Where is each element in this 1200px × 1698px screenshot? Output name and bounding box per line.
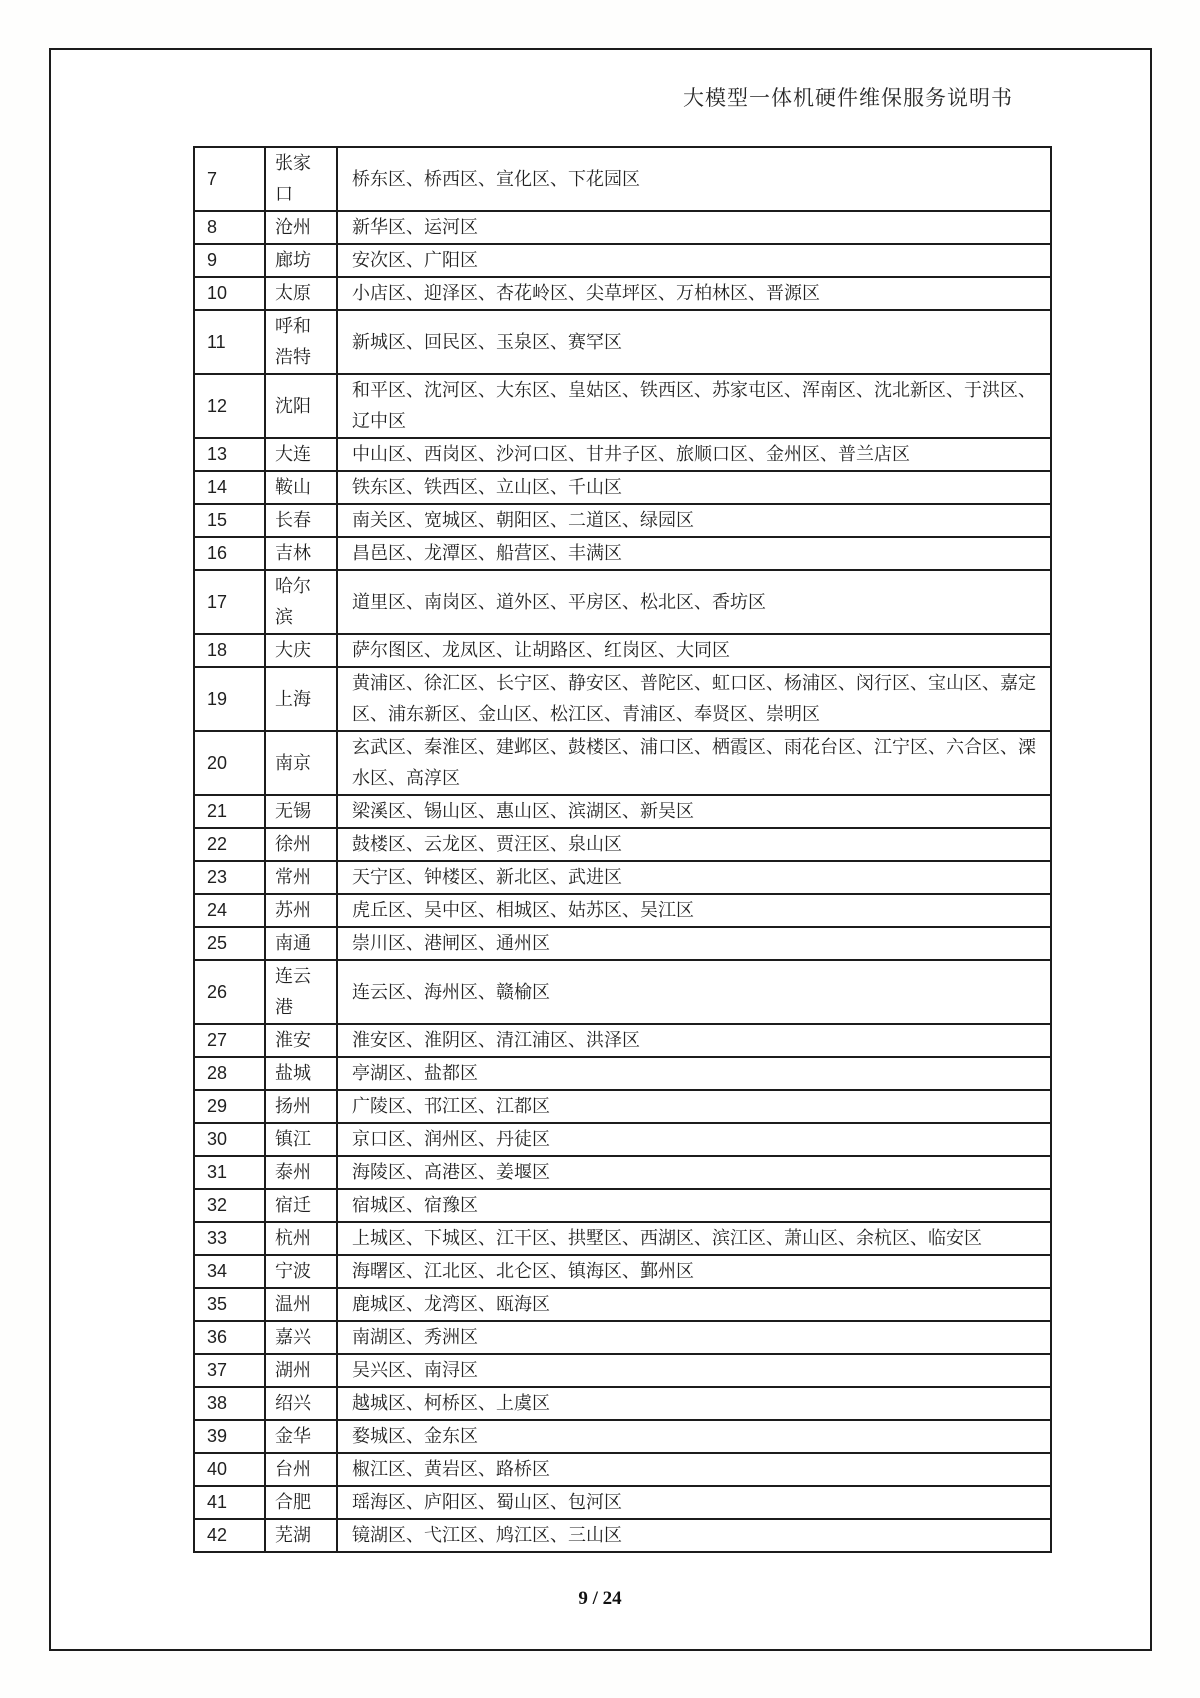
table-row <box>194 1321 1051 1354</box>
document-header-title: 大模型一体机硬件维保服务说明书 <box>683 86 1013 110</box>
row-number-cell: 28 <box>194 1057 265 1090</box>
row-number-cell: 12 <box>194 374 265 438</box>
city-cell: 大连 <box>265 438 337 471</box>
row-number-cell: 21 <box>194 795 265 828</box>
city-cell: 无锡 <box>265 795 337 828</box>
districts-cell: 鼓楼区、云龙区、贾汪区、泉山区 <box>337 828 1051 861</box>
row-number-cell: 26 <box>194 960 265 1024</box>
city-cell: 沈阳 <box>265 374 337 438</box>
table-row <box>194 504 1051 537</box>
districts-cell: 京口区、润州区、丹徒区 <box>337 1123 1051 1156</box>
table-row <box>194 374 1051 438</box>
row-number-cell: 14 <box>194 471 265 504</box>
districts-cell: 南关区、宽城区、朝阳区、二道区、绿园区 <box>337 504 1051 537</box>
city-cell: 杭州 <box>265 1222 337 1255</box>
row-number-cell: 24 <box>194 894 265 927</box>
districts-cell: 梁溪区、锡山区、惠山区、滨湖区、新吴区 <box>337 795 1051 828</box>
city-cell: 廊坊 <box>265 244 337 277</box>
city-cell: 金华 <box>265 1420 337 1453</box>
table-row <box>194 310 1051 374</box>
table-row <box>194 471 1051 504</box>
city-cell: 合肥 <box>265 1486 337 1519</box>
row-number-cell: 25 <box>194 927 265 960</box>
districts-cell: 吴兴区、南浔区 <box>337 1354 1051 1387</box>
city-cell: 哈尔滨 <box>265 570 337 634</box>
row-number-cell: 7 <box>194 147 265 211</box>
row-number-cell: 22 <box>194 828 265 861</box>
city-districts-table-body <box>194 147 1051 1552</box>
table-row <box>194 960 1051 1024</box>
row-number-cell: 42 <box>194 1519 265 1552</box>
table-row <box>194 1387 1051 1420</box>
districts-cell: 亭湖区、盐都区 <box>337 1057 1051 1090</box>
city-cell: 太原 <box>265 277 337 310</box>
row-number-cell: 15 <box>194 504 265 537</box>
row-number-cell: 8 <box>194 211 265 244</box>
page-number: 9 / 24 <box>578 1588 622 1609</box>
row-number-cell: 11 <box>194 310 265 374</box>
districts-cell: 和平区、沈河区、大东区、皇姑区、铁西区、苏家屯区、浑南区、沈北新区、于洪区、辽中区 <box>337 374 1051 438</box>
row-number-cell: 32 <box>194 1189 265 1222</box>
row-number-cell: 23 <box>194 861 265 894</box>
table-row <box>194 894 1051 927</box>
city-cell: 上海 <box>265 667 337 731</box>
city-cell: 徐州 <box>265 828 337 861</box>
table-row <box>194 438 1051 471</box>
table-row <box>194 1519 1051 1552</box>
table-row <box>194 1486 1051 1519</box>
districts-cell: 小店区、迎泽区、杏花岭区、尖草坪区、万柏林区、晋源区 <box>337 277 1051 310</box>
city-cell: 连云港 <box>265 960 337 1024</box>
row-number-cell: 39 <box>194 1420 265 1453</box>
city-cell: 张家口 <box>265 147 337 211</box>
city-cell: 呼和浩特 <box>265 310 337 374</box>
row-number-cell: 27 <box>194 1024 265 1057</box>
table-row <box>194 570 1051 634</box>
city-cell: 苏州 <box>265 894 337 927</box>
table-row <box>194 1090 1051 1123</box>
row-number-cell: 37 <box>194 1354 265 1387</box>
city-cell: 鞍山 <box>265 471 337 504</box>
districts-cell: 铁东区、铁西区、立山区、千山区 <box>337 471 1051 504</box>
districts-cell: 椒江区、黄岩区、路桥区 <box>337 1453 1051 1486</box>
districts-cell: 南湖区、秀洲区 <box>337 1321 1051 1354</box>
districts-cell: 广陵区、邗江区、江都区 <box>337 1090 1051 1123</box>
table-row <box>194 244 1051 277</box>
row-number-cell: 33 <box>194 1222 265 1255</box>
districts-cell: 萨尔图区、龙凤区、让胡路区、红岗区、大同区 <box>337 634 1051 667</box>
districts-cell: 瑶海区、庐阳区、蜀山区、包河区 <box>337 1486 1051 1519</box>
table-row <box>194 861 1051 894</box>
table-row <box>194 634 1051 667</box>
districts-cell: 中山区、西岗区、沙河口区、甘井子区、旅顺口区、金州区、普兰店区 <box>337 438 1051 471</box>
city-cell: 温州 <box>265 1288 337 1321</box>
city-cell: 泰州 <box>265 1156 337 1189</box>
row-number-cell: 35 <box>194 1288 265 1321</box>
districts-cell: 淮安区、淮阴区、清江浦区、洪泽区 <box>337 1024 1051 1057</box>
districts-cell: 新华区、运河区 <box>337 211 1051 244</box>
city-cell: 嘉兴 <box>265 1321 337 1354</box>
districts-cell: 崇川区、港闸区、通州区 <box>337 927 1051 960</box>
districts-cell: 昌邑区、龙潭区、船营区、丰满区 <box>337 537 1051 570</box>
row-number-cell: 40 <box>194 1453 265 1486</box>
city-cell: 宁波 <box>265 1255 337 1288</box>
row-number-cell: 29 <box>194 1090 265 1123</box>
row-number-cell: 9 <box>194 244 265 277</box>
table-row <box>194 828 1051 861</box>
table-row <box>194 1156 1051 1189</box>
row-number-cell: 10 <box>194 277 265 310</box>
row-number-cell: 18 <box>194 634 265 667</box>
city-districts-table <box>193 146 1052 1553</box>
districts-cell: 桥东区、桥西区、宣化区、下花园区 <box>337 147 1051 211</box>
table-row <box>194 277 1051 310</box>
row-number-cell: 13 <box>194 438 265 471</box>
row-number-cell: 30 <box>194 1123 265 1156</box>
table-row <box>194 211 1051 244</box>
city-cell: 扬州 <box>265 1090 337 1123</box>
city-cell: 盐城 <box>265 1057 337 1090</box>
districts-cell: 安次区、广阳区 <box>337 244 1051 277</box>
table-row <box>194 1354 1051 1387</box>
districts-cell: 宿城区、宿豫区 <box>337 1189 1051 1222</box>
table-row <box>194 1222 1051 1255</box>
row-number-cell: 36 <box>194 1321 265 1354</box>
city-cell: 吉林 <box>265 537 337 570</box>
districts-cell: 婺城区、金东区 <box>337 1420 1051 1453</box>
table-row <box>194 147 1051 211</box>
table-row <box>194 1420 1051 1453</box>
table-row <box>194 1024 1051 1057</box>
table-row <box>194 1288 1051 1321</box>
city-cell: 淮安 <box>265 1024 337 1057</box>
row-number-cell: 34 <box>194 1255 265 1288</box>
districts-cell: 新城区、回民区、玉泉区、赛罕区 <box>337 310 1051 374</box>
city-cell: 南通 <box>265 927 337 960</box>
city-cell: 湖州 <box>265 1354 337 1387</box>
city-cell: 镇江 <box>265 1123 337 1156</box>
row-number-cell: 38 <box>194 1387 265 1420</box>
districts-cell: 镜湖区、弋江区、鸠江区、三山区 <box>337 1519 1051 1552</box>
city-cell: 大庆 <box>265 634 337 667</box>
districts-cell: 道里区、南岗区、道外区、平房区、松北区、香坊区 <box>337 570 1051 634</box>
districts-cell: 玄武区、秦淮区、建邺区、鼓楼区、浦口区、栖霞区、雨花台区、江宁区、六合区、溧水区、高淳区 <box>337 731 1051 795</box>
table-row <box>194 1057 1051 1090</box>
table-row <box>194 1189 1051 1222</box>
table-row <box>194 795 1051 828</box>
row-number-cell: 20 <box>194 731 265 795</box>
row-number-cell: 31 <box>194 1156 265 1189</box>
districts-cell: 上城区、下城区、江干区、拱墅区、西湖区、滨江区、萧山区、余杭区、临安区 <box>337 1222 1051 1255</box>
city-cell: 芜湖 <box>265 1519 337 1552</box>
districts-cell: 鹿城区、龙湾区、瓯海区 <box>337 1288 1051 1321</box>
table-row <box>194 537 1051 570</box>
table-row <box>194 1123 1051 1156</box>
districts-cell: 海曙区、江北区、北仑区、镇海区、鄞州区 <box>337 1255 1051 1288</box>
districts-cell: 越城区、柯桥区、上虞区 <box>337 1387 1051 1420</box>
table-row <box>194 1453 1051 1486</box>
districts-cell: 连云区、海州区、赣榆区 <box>337 960 1051 1024</box>
districts-cell: 黄浦区、徐汇区、长宁区、静安区、普陀区、虹口区、杨浦区、闵行区、宝山区、嘉定区、浦东新区、金山区、松江区、青浦区、奉贤区、崇明区 <box>337 667 1051 731</box>
city-cell: 沧州 <box>265 211 337 244</box>
city-cell: 绍兴 <box>265 1387 337 1420</box>
city-cell: 长春 <box>265 504 337 537</box>
city-cell: 台州 <box>265 1453 337 1486</box>
table-row <box>194 731 1051 795</box>
row-number-cell: 41 <box>194 1486 265 1519</box>
table-row <box>194 667 1051 731</box>
row-number-cell: 16 <box>194 537 265 570</box>
city-cell: 宿迁 <box>265 1189 337 1222</box>
districts-cell: 天宁区、钟楼区、新北区、武进区 <box>337 861 1051 894</box>
row-number-cell: 19 <box>194 667 265 731</box>
table-row <box>194 1255 1051 1288</box>
table-row <box>194 927 1051 960</box>
districts-cell: 海陵区、高港区、姜堰区 <box>337 1156 1051 1189</box>
row-number-cell: 17 <box>194 570 265 634</box>
city-cell: 常州 <box>265 861 337 894</box>
city-cell: 南京 <box>265 731 337 795</box>
districts-cell: 虎丘区、吴中区、相城区、姑苏区、吴江区 <box>337 894 1051 927</box>
